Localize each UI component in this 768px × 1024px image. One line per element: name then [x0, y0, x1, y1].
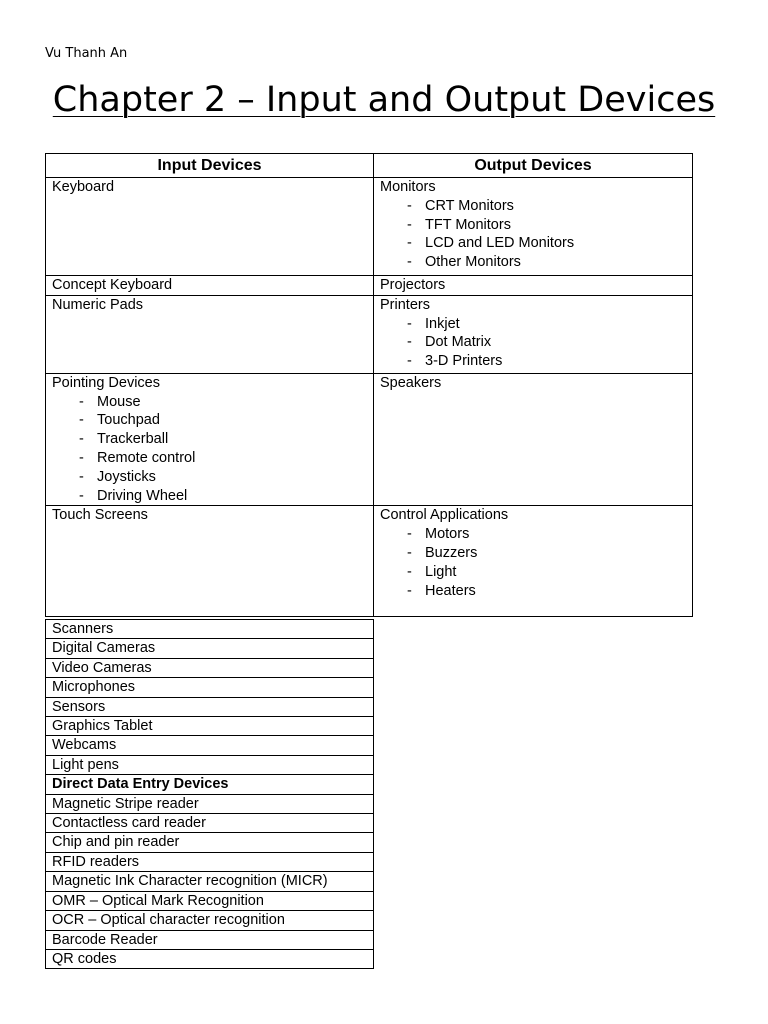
- list-item: - Dot Matrix: [401, 333, 692, 352]
- list-item: - Remote control: [73, 449, 373, 468]
- table-row: [46, 814, 374, 833]
- output-sublist: [380, 525, 692, 600]
- output-cell: [374, 295, 693, 373]
- input-cell: OCR – Optical character recognition: [46, 911, 374, 930]
- extra-input-devices-table: [45, 619, 374, 969]
- table-row: [46, 736, 374, 755]
- table-row: [46, 930, 374, 949]
- table-row: [46, 872, 374, 891]
- list-item: - CRT Monitors: [401, 197, 692, 216]
- output-label: Projectors: [380, 277, 446, 293]
- table-row: [46, 658, 374, 677]
- input-cell: QR codes: [46, 949, 374, 968]
- output-label: Monitors: [380, 179, 436, 195]
- page-title: Chapter 2 – Input and Output Devices: [52, 80, 716, 120]
- output-sublist: [380, 197, 692, 272]
- table-row: [46, 717, 374, 736]
- table-row: [46, 755, 374, 774]
- header-row: [46, 154, 693, 178]
- output-label: Control Applications: [380, 507, 509, 524]
- output-label: Speakers: [380, 374, 442, 391]
- table-row: [46, 775, 374, 794]
- table-row: [46, 639, 374, 658]
- input-devices-header: Input Devices: [46, 154, 374, 178]
- author-name: Vu Thanh An: [45, 46, 128, 61]
- input-cell: Light pens: [46, 755, 374, 774]
- list-item: - Heaters: [401, 582, 692, 601]
- table-row: [46, 852, 374, 871]
- output-label: Printers: [380, 296, 430, 313]
- input-cell: [46, 295, 374, 373]
- input-cell: RFID readers: [46, 852, 374, 871]
- list-item: - Mouse: [73, 393, 373, 412]
- input-cell: Graphics Tablet: [46, 717, 374, 736]
- table-row: [46, 833, 374, 852]
- input-cell: [46, 178, 374, 276]
- input-cell: Microphones: [46, 678, 374, 697]
- input-cell: Sensors: [46, 697, 374, 716]
- list-item: - Trackerball: [73, 430, 373, 449]
- input-cell: Chip and pin reader: [46, 833, 374, 852]
- input-cell: Contactless card reader: [46, 814, 374, 833]
- table-row: [46, 276, 693, 296]
- input-label: Numeric Pads: [52, 296, 144, 313]
- input-cell: [46, 276, 374, 296]
- output-devices-header: Output Devices: [374, 154, 693, 178]
- list-item: - LCD and LED Monitors: [401, 234, 692, 253]
- section-heading-cell: Direct Data Entry Devices: [46, 775, 374, 794]
- list-item: - Driving Wheel: [73, 487, 373, 506]
- table-row: [46, 506, 693, 617]
- table-row: [46, 295, 693, 373]
- input-label: Keyboard: [52, 179, 115, 195]
- table-row: [46, 620, 374, 639]
- list-item: - Buzzers: [401, 544, 692, 563]
- list-item: - Other Monitors: [401, 253, 692, 272]
- list-item: - Motors: [401, 525, 692, 544]
- list-item: - Joysticks: [73, 468, 373, 487]
- table-row: [46, 678, 374, 697]
- input-cell: Scanners: [46, 620, 374, 639]
- list-item: - Light: [401, 563, 692, 582]
- input-cell: [46, 506, 374, 617]
- output-cell: [374, 178, 693, 276]
- output-cell: [374, 373, 693, 506]
- input-cell: OMR – Optical Mark Recognition: [46, 891, 374, 910]
- table-row: [46, 949, 374, 968]
- input-label: Concept Keyboard: [52, 277, 173, 293]
- input-cell: Magnetic Ink Character recognition (MICR): [46, 872, 374, 891]
- table-row: [46, 794, 374, 813]
- table-row: [46, 373, 693, 506]
- table-row: [46, 911, 374, 930]
- output-sublist: [380, 315, 692, 371]
- input-cell: Webcams: [46, 736, 374, 755]
- output-cell: [374, 506, 693, 617]
- input-cell: [46, 373, 374, 506]
- input-cell: Digital Cameras: [46, 639, 374, 658]
- input-cell: Video Cameras: [46, 658, 374, 677]
- list-item: - Inkjet: [401, 315, 692, 334]
- table-row: [46, 697, 374, 716]
- devices-table: [45, 153, 692, 617]
- table-row: [46, 891, 374, 910]
- input-label: Touch Screens: [52, 507, 148, 524]
- list-item: - Touchpad: [73, 411, 373, 430]
- input-sublist: [52, 393, 373, 506]
- list-item: - TFT Monitors: [401, 216, 692, 235]
- input-cell: Magnetic Stripe reader: [46, 794, 374, 813]
- input-cell: Barcode Reader: [46, 930, 374, 949]
- output-cell: [374, 276, 693, 296]
- list-item: - 3-D Printers: [401, 352, 692, 371]
- table-row: [46, 178, 693, 276]
- input-label: Pointing Devices: [52, 374, 160, 391]
